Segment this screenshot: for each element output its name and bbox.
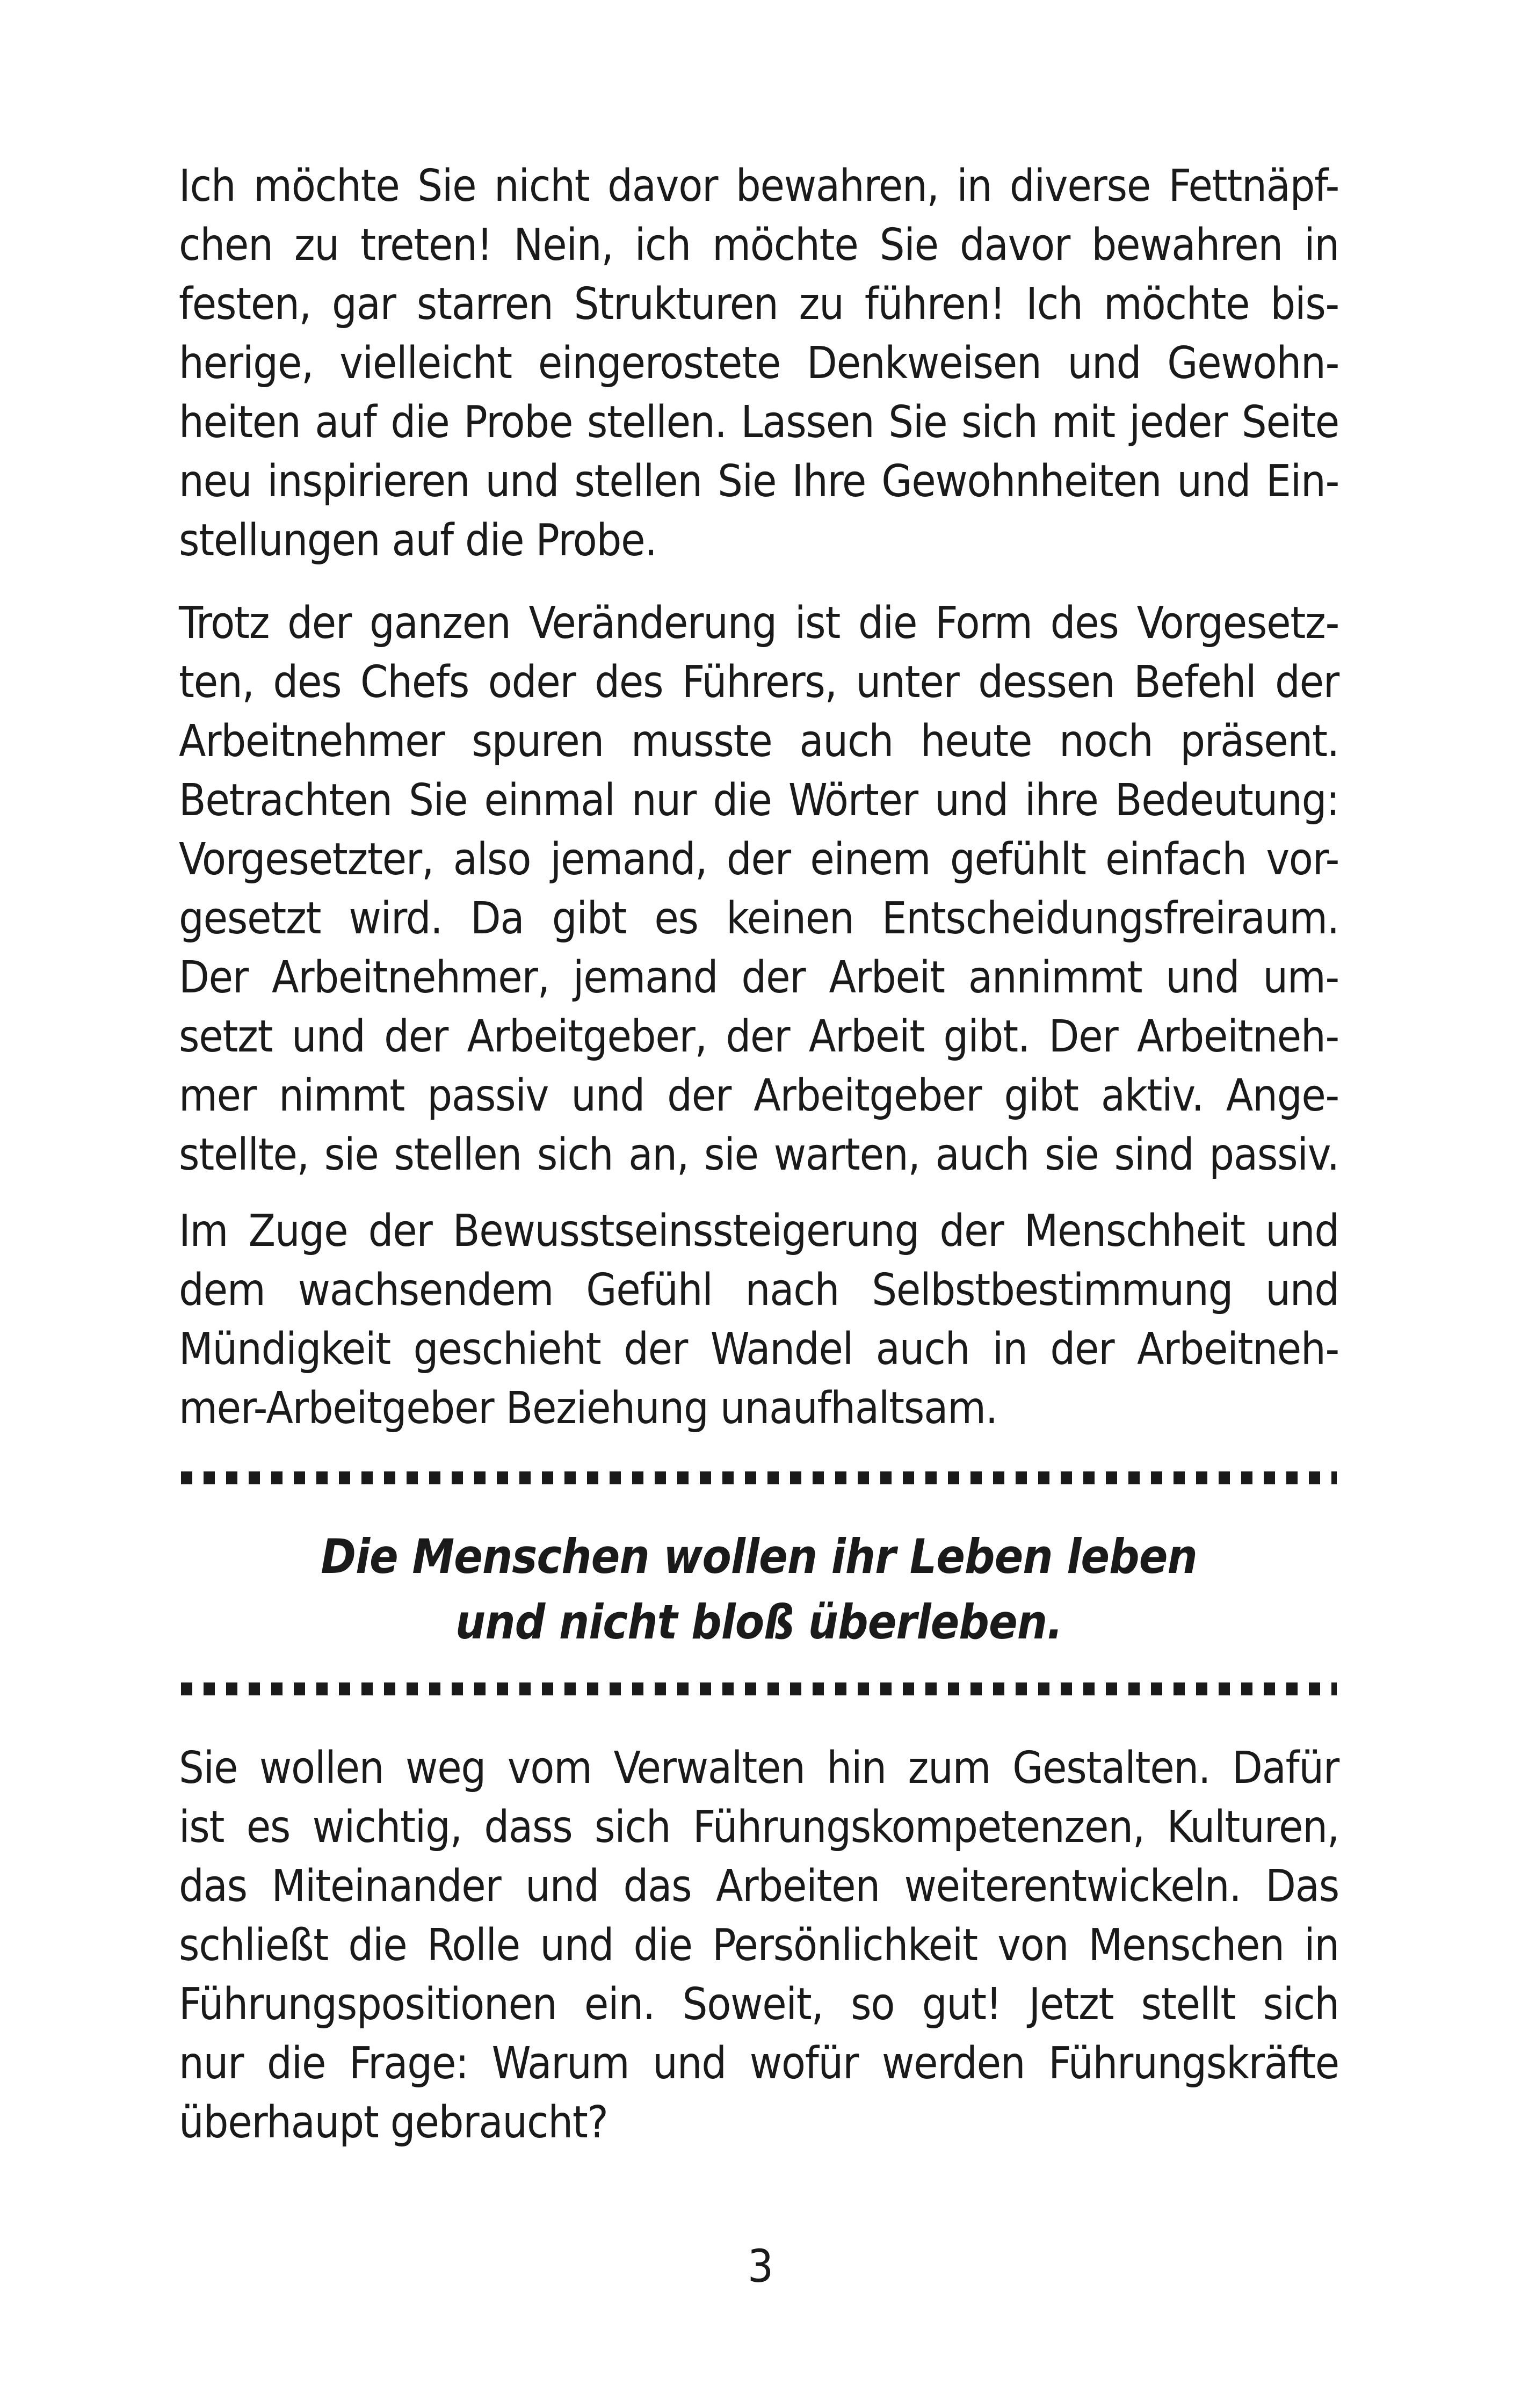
paragraph-4 bbox=[179, 1739, 1339, 2152]
text-line: festen, gar starren Strukturen zu führen! Ich möchte bis- bbox=[179, 279, 1339, 330]
text-line: mer-Arbeitgeber Beziehung unaufhaltsam. bbox=[179, 1383, 997, 1434]
text-line: nur die Frage: Warum und wofür werden Führungskräfte bbox=[179, 2038, 1339, 2089]
text-line: ist es wichtig, dass sich Führungskompetenzen, Kulturen, bbox=[179, 1802, 1339, 1853]
text-line: Führungspositionen ein. Soweit, so gut! Jetzt stellt sich bbox=[179, 1979, 1339, 2030]
text-line: Im Zuge der Bewusstseinssteigerung der Menschheit und bbox=[179, 1206, 1339, 1257]
text-line: stellte, sie stellen sich an, sie warten, auch sie sind passiv. bbox=[179, 1129, 1339, 1180]
text-line: setzt und der Arbeitgeber, der Arbeit gibt. Der Arbeitneh- bbox=[179, 1011, 1339, 1062]
text-line: Der Arbeitnehmer, jemand der Arbeit annimmt und um- bbox=[179, 952, 1339, 1003]
dotted-divider-bottom bbox=[181, 1682, 1337, 1695]
text-line: Vorgesetzter, also jemand, der einem gefühlt einfach vor- bbox=[179, 834, 1339, 885]
text-line: ten, des Chefs oder des Führers, unter dessen Befehl der bbox=[179, 657, 1339, 708]
pull-quote-line-1: Die Menschen wollen ihr Leben leben bbox=[321, 1529, 1197, 1584]
text-line: Sie wollen weg vom Verwalten hin zum Gestalten. Dafür bbox=[179, 1743, 1339, 1794]
text-line: chen zu treten! Nein, ich möchte Sie davor bewahren in bbox=[179, 220, 1339, 271]
paragraph-1 bbox=[179, 157, 1339, 570]
text-line: überhaupt gebraucht? bbox=[179, 2097, 608, 2148]
text-line: stellungen auf die Probe. bbox=[179, 515, 657, 566]
text-line: heiten auf die Probe stellen. Lassen Sie sich mit jeder Seite bbox=[179, 397, 1339, 448]
paragraph-2 bbox=[179, 594, 1339, 1185]
text-line: Mündigkeit geschieht der Wandel auch in der Arbeitneh- bbox=[179, 1324, 1339, 1375]
page-number: 3 bbox=[747, 2240, 774, 2293]
text-line: neu inspirieren und stellen Sie Ihre Gewohnheiten und Ein- bbox=[179, 456, 1339, 507]
pull-quote bbox=[179, 1524, 1339, 1655]
text-line: Trotz der ganzen Veränderung ist die Form des Vorgesetz- bbox=[179, 598, 1339, 649]
text-line: das Miteinander und das Arbeiten weiterentwickeln. Das bbox=[179, 1861, 1339, 1912]
dotted-divider-top bbox=[181, 1471, 1337, 1484]
text-line: Arbeitnehmer spuren musste auch heute noch präsent. bbox=[179, 716, 1339, 767]
text-line: dem wachsendem Gefühl nach Selbstbestimmung und bbox=[179, 1265, 1339, 1316]
text-line: herige, vielleicht eingerostete Denkweisen und Gewohn- bbox=[179, 338, 1339, 389]
text-line: gesetzt wird. Da gibt es keinen Entscheidungsfreiraum. bbox=[179, 893, 1339, 944]
text-line: mer nimmt passiv und der Arbeitgeber gibt aktiv. Ange- bbox=[179, 1070, 1339, 1121]
text-line: schließt die Rolle und die Persönlichkeit von Menschen in bbox=[179, 1920, 1339, 1971]
paragraph-3 bbox=[179, 1202, 1339, 1438]
pull-quote-line-2: und nicht bloß überleben. bbox=[455, 1594, 1063, 1650]
text-line: Betrachten Sie einmal nur die Wörter und ihre Bedeutung: bbox=[179, 775, 1339, 826]
text-line: Ich möchte Sie nicht davor bewahren, in diverse Fettnäpf- bbox=[179, 161, 1339, 212]
